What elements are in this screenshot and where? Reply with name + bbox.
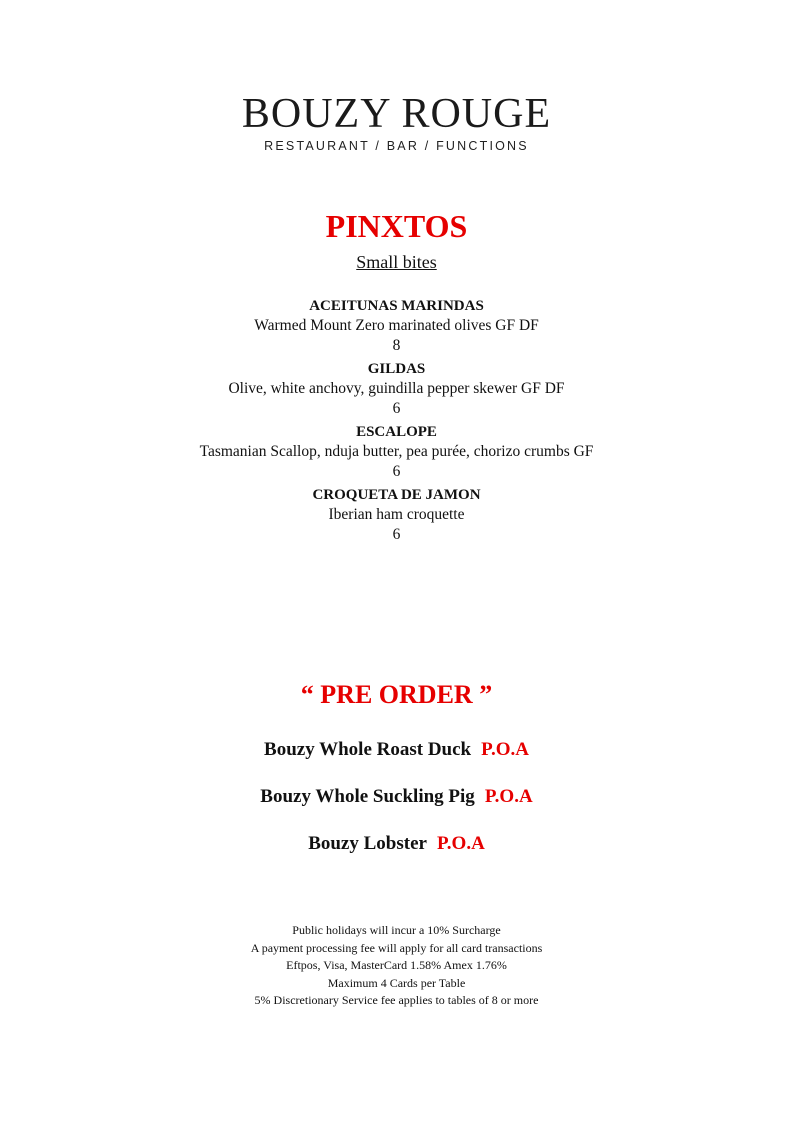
preorder-item — [0, 737, 793, 784]
menu-item — [0, 296, 793, 356]
preorder-item-name: Bouzy Whole Roast Duck — [264, 739, 472, 760]
note-card-fee: A payment processing fee will apply for all card transactions — [250, 940, 543, 955]
note-service-fee: 5% Discretionary Service fee applies to tables of 8 or more — [254, 993, 539, 1007]
preorder-item — [0, 784, 793, 831]
preorder-item-name: Bouzy Whole Suckling Pig — [260, 786, 475, 807]
pinxtos-subtitle: Small bites — [356, 252, 437, 272]
note-surcharge: Public holidays will incur a 10% Surcharge — [292, 923, 501, 937]
item-description: Olive, white anchovy, guindilla pepper skewer GF DF — [228, 380, 565, 397]
preorder-item-price: P.O.A — [436, 833, 485, 854]
item-name: ACEITUNAS MARINDAS — [309, 298, 484, 314]
preorder-list — [0, 737, 793, 878]
preorder-item — [0, 831, 793, 878]
item-name: GILDAS — [367, 361, 426, 377]
item-name: ESCALOPE — [356, 424, 437, 440]
note-card-limit: Maximum 4 Cards per Table — [327, 975, 466, 990]
item-price: 8 — [392, 337, 401, 354]
restaurant-tagline: RESTAURANT / BAR / FUNCTIONS — [264, 139, 529, 153]
item-description: Iberian ham croquette — [328, 506, 465, 523]
note-card-rates: Eftpos, Visa, MasterCard 1.58% Amex 1.76% — [286, 958, 507, 972]
pinxtos-item-list — [0, 296, 793, 548]
restaurant-logo-name: BOUZY ROUGE — [241, 91, 552, 137]
item-price: 6 — [392, 463, 401, 480]
item-price: 6 — [392, 526, 401, 543]
item-description: Tasmanian Scallop, nduja butter, pea purée, chorizo crumbs GF — [199, 443, 594, 460]
menu-item — [0, 485, 793, 545]
preorder-item-price: P.O.A — [481, 739, 529, 760]
preorder-title: “ PRE ORDER ” — [300, 680, 493, 709]
preorder-item-price: P.O.A — [484, 786, 533, 807]
item-price: 6 — [392, 400, 401, 417]
item-name: CROQUETA DE JAMON — [312, 487, 481, 503]
item-description: Warmed Mount Zero marinated olives GF DF — [254, 317, 539, 334]
footer-notes — [0, 922, 793, 1010]
menu-item — [0, 422, 793, 482]
menu-item — [0, 359, 793, 419]
preorder-item-name: Bouzy Lobster — [308, 833, 427, 854]
pinxtos-title: PINXTOS — [325, 208, 468, 244]
